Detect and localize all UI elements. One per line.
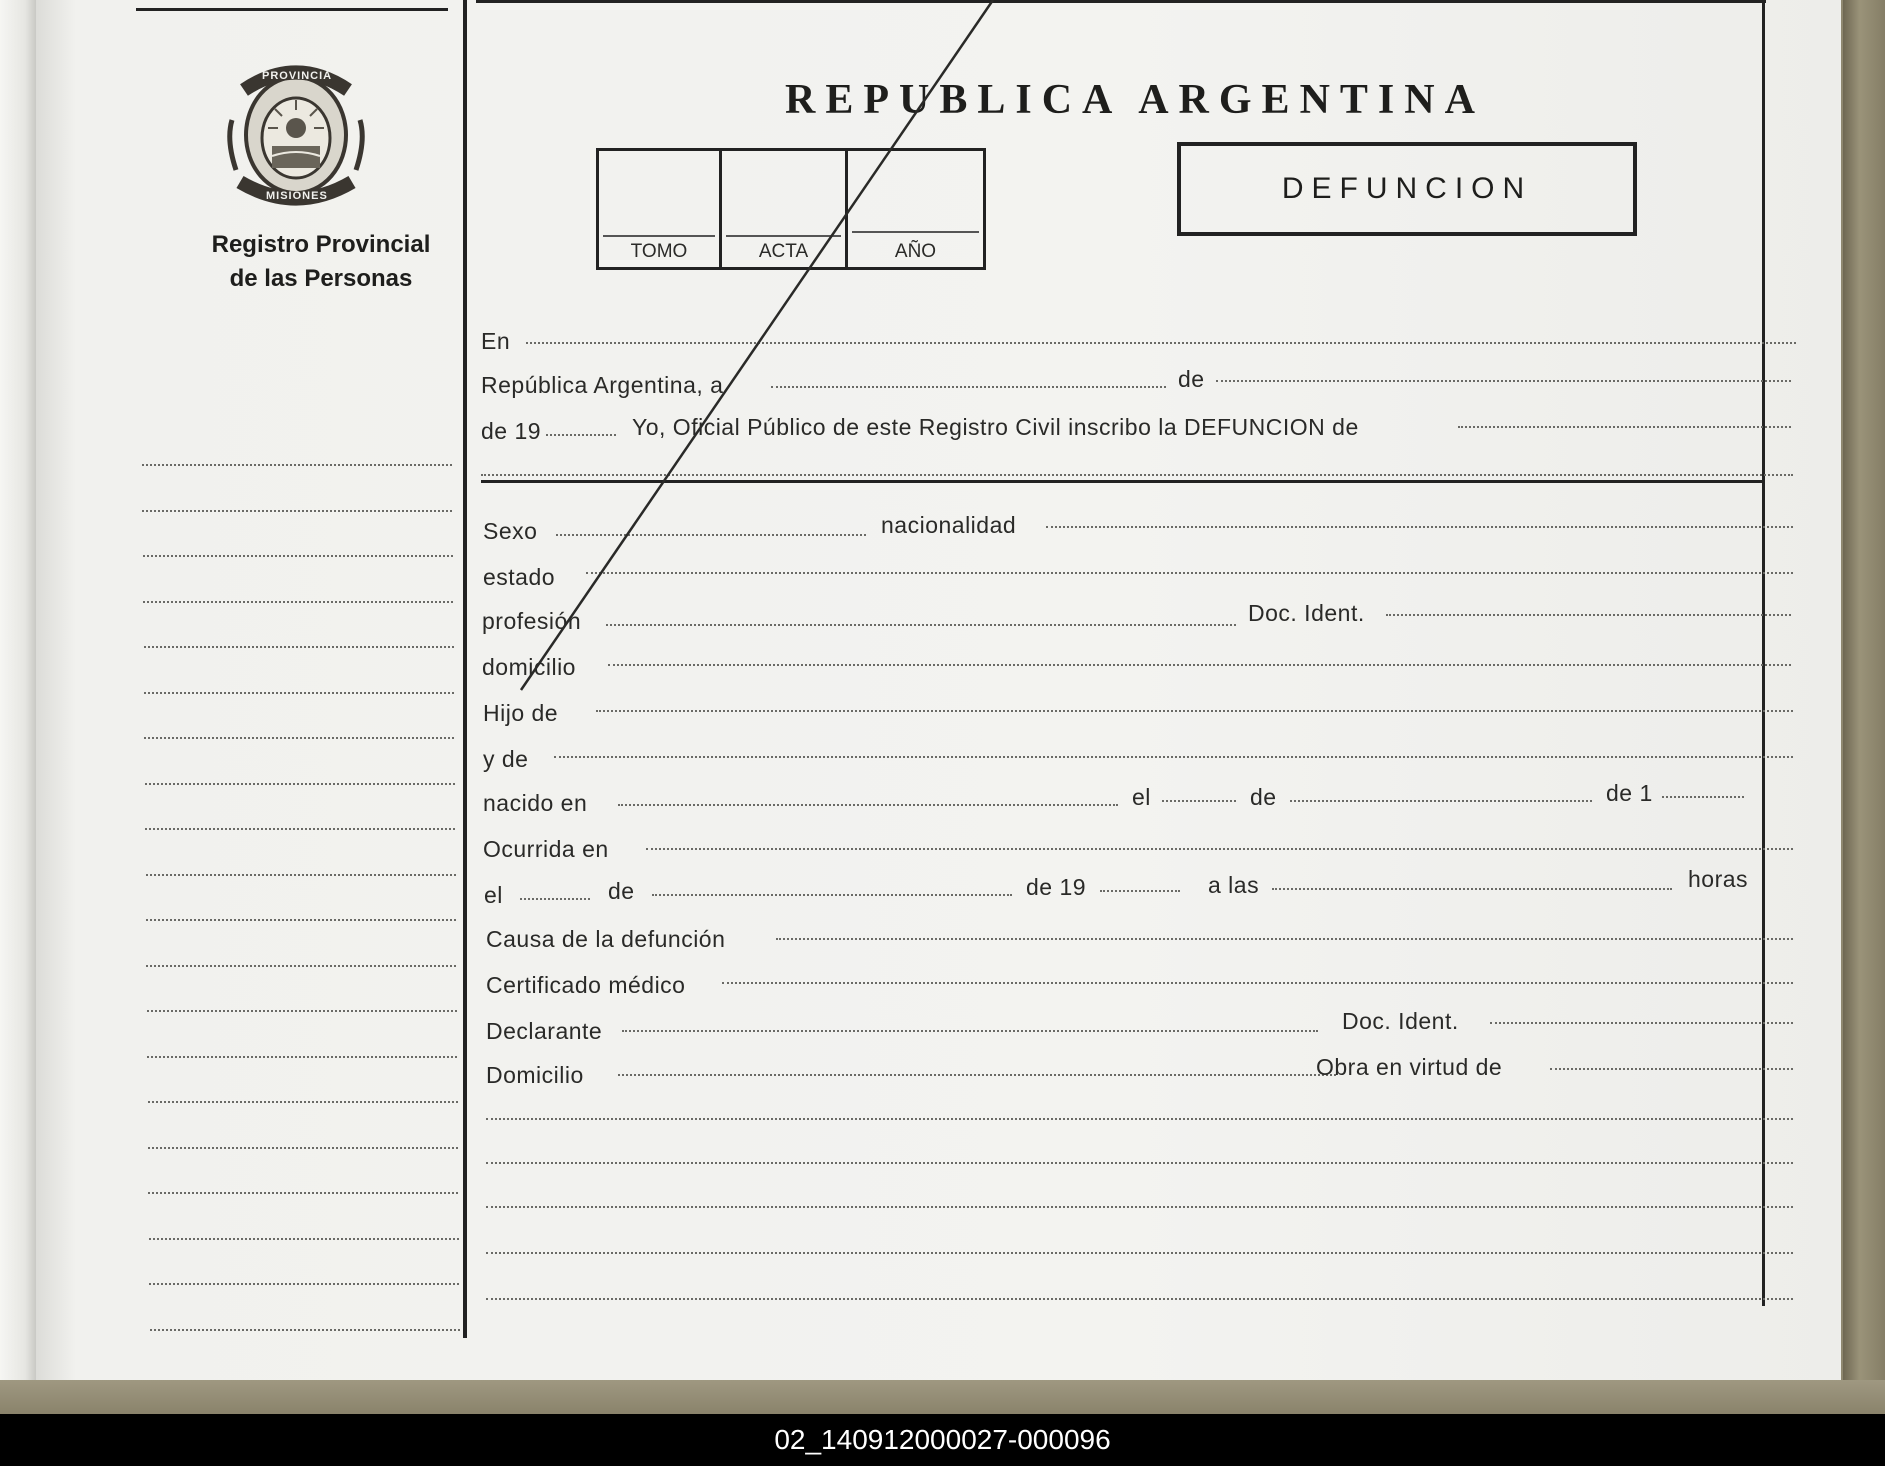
label-de-1: de 1: [1606, 780, 1653, 806]
label-a-las: a las: [1208, 872, 1260, 898]
label-declarante: Declarante: [486, 1018, 603, 1044]
seal-text-top: PROVINCIA: [262, 70, 333, 82]
acta-label: ACTA: [758, 241, 809, 262]
label-de-19: de 19: [481, 418, 542, 444]
label-sexo: Sexo: [483, 518, 538, 544]
tomo-label: TOMO: [630, 241, 688, 262]
label-domicilio: domicilio: [482, 654, 576, 680]
label-en: En: [481, 328, 511, 354]
label-el-nac: el: [1132, 784, 1151, 810]
label-republica: República Argentina, a: [481, 372, 724, 398]
page-title: REPUBLICA ARGENTINA: [785, 77, 1485, 123]
book-cover-edge: [1843, 0, 1885, 1414]
label-de-19-def: de 19: [1026, 874, 1087, 900]
label-nacionalidad: nacionalidad: [881, 512, 1017, 538]
label-doc-ident: Doc. Ident.: [1248, 600, 1365, 626]
label-domicilio-declarante: Domicilio: [486, 1062, 584, 1088]
seal-text-bottom: MISIONES: [266, 190, 328, 202]
label-de-nac: de: [1250, 784, 1277, 810]
label-ocurrida-en: Ocurrida en: [483, 836, 609, 862]
label-el-def: el: [484, 882, 503, 908]
registry-line-2: de las Personas: [229, 265, 413, 292]
annulment-slash: [36, 0, 1841, 1380]
form-page: [36, 0, 1841, 1380]
label-horas: horas: [1688, 866, 1749, 892]
label-nacido-en: nacido en: [483, 790, 588, 816]
label-hijo-de: Hijo de: [483, 700, 559, 726]
document-type-box: DEFUNCION: [1177, 142, 1637, 236]
registry-line-1: Registro Provincial: [211, 231, 431, 258]
label-y-de: y de: [483, 746, 529, 772]
book-cover-bottom: [0, 1380, 1885, 1414]
image-id-caption: 02_140912000027-000096: [0, 1414, 1885, 1466]
ano-label: AÑO: [894, 241, 937, 262]
previous-page-edge: [0, 0, 36, 1400]
label-de-def: de: [608, 878, 635, 904]
label-doc-ident-2: Doc. Ident.: [1342, 1008, 1459, 1034]
label-causa: Causa de la defunción: [486, 926, 726, 952]
label-certificado: Certificado médico: [486, 972, 686, 998]
label-oficial: Yo, Oficial Público de este Registro Civil inscribo la DEFUNCION de: [632, 414, 1359, 440]
label-profesion: profesión: [482, 608, 582, 634]
label-de-mes: de: [1178, 366, 1205, 392]
label-obra: Obra en virtud de: [1316, 1054, 1503, 1080]
label-estado: estado: [483, 564, 556, 590]
